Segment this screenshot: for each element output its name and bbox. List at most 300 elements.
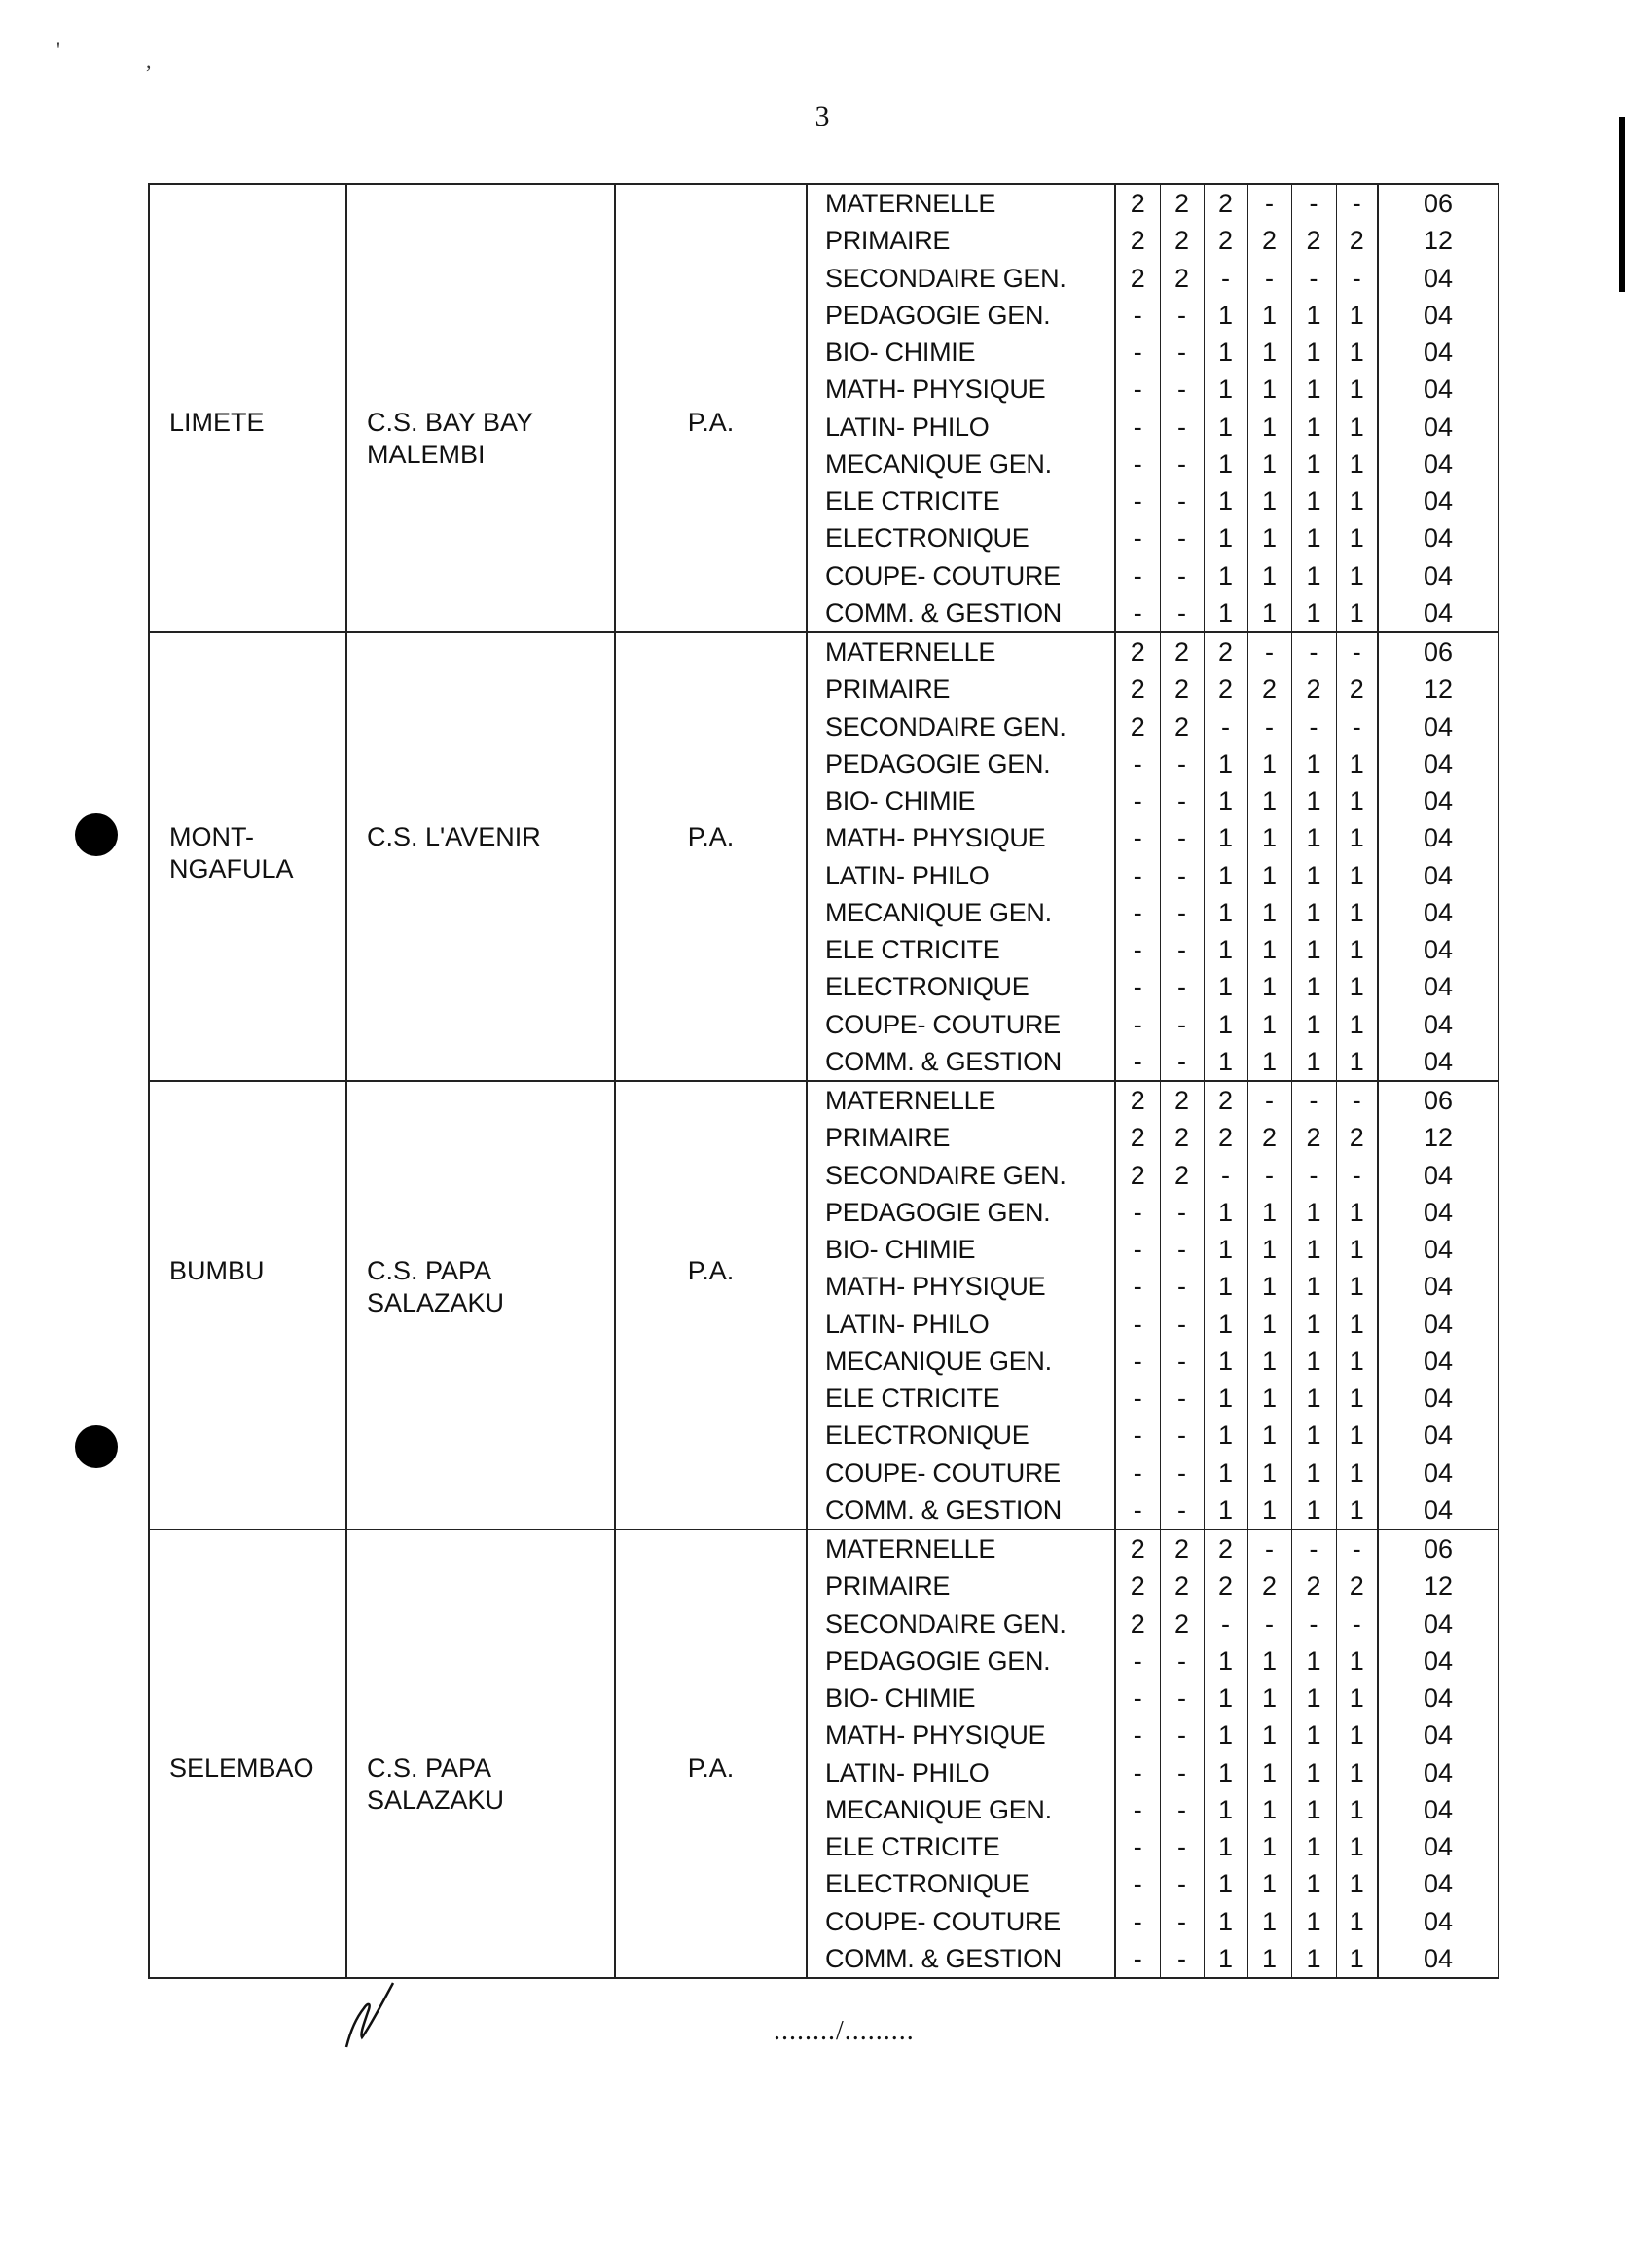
level-value: -: [1177, 1197, 1186, 1227]
option-label: MATH- PHYSIQUE: [825, 375, 1046, 405]
level-value: -: [1177, 1235, 1186, 1264]
continuation-dots: ......../.........: [774, 2016, 915, 2046]
level-value: 1: [1261, 597, 1278, 628]
total-value: 04: [1423, 338, 1454, 367]
level-value: 1: [1217, 860, 1234, 890]
level-value: 1: [1349, 1645, 1364, 1675]
level-value: 1: [1306, 1346, 1321, 1376]
level-value: -: [1352, 1608, 1361, 1638]
level-value: 1: [1349, 1458, 1364, 1488]
level-value: 2: [1217, 1534, 1234, 1564]
level-column-2: [1160, 184, 1204, 632]
level-value: 1: [1217, 1197, 1234, 1227]
level-value: 1: [1261, 1757, 1278, 1787]
total-value: 04: [1423, 1608, 1454, 1638]
level-value: 1: [1306, 823, 1321, 853]
total-value: 06: [1423, 637, 1454, 666]
option-label: ELECTRONIQUE: [825, 1421, 1029, 1451]
school-cell: [346, 1081, 615, 1530]
regime-label: P.A.: [687, 408, 735, 437]
level-column-6: [1336, 632, 1378, 1081]
level-value: 1: [1349, 1235, 1364, 1264]
level-value: -: [1265, 1160, 1274, 1190]
commune-cell-line: NGAFULA: [169, 854, 294, 883]
option-label: PEDAGOGIE GEN.: [825, 300, 1051, 330]
level-value: -: [1309, 1534, 1318, 1564]
level-value: 1: [1349, 1421, 1364, 1451]
level-value: 1: [1261, 1794, 1278, 1824]
total-value: 04: [1423, 597, 1454, 628]
level-value: 1: [1306, 935, 1321, 964]
option-label: BIO- CHIMIE: [825, 1683, 976, 1712]
level-column-6: [1336, 1530, 1378, 1978]
level-value: 1: [1217, 748, 1234, 778]
level-value: 1: [1217, 486, 1234, 516]
option-label: PEDAGOGIE GEN.: [825, 1197, 1051, 1227]
total-value: 12: [1423, 226, 1454, 256]
total-value: 04: [1423, 1720, 1454, 1750]
level-value: -: [1265, 1534, 1274, 1564]
scan-mark: ': [56, 37, 60, 61]
level-value: 1: [1306, 1384, 1321, 1413]
punch-hole: [75, 813, 118, 856]
commune-cell: [149, 184, 346, 632]
total-value: 04: [1423, 1683, 1454, 1712]
level-column-1: [1115, 1530, 1160, 1978]
total-value: 04: [1423, 1309, 1454, 1339]
level-value: 1: [1217, 1869, 1234, 1899]
total-value: 04: [1423, 972, 1454, 1002]
option-label: ELE CTRICITE: [825, 935, 1000, 964]
commune-cell: [149, 632, 346, 1081]
option-label: SECONDAIRE GEN.: [825, 1160, 1066, 1190]
level-value: 1: [1349, 1197, 1364, 1227]
level-value: 1: [1306, 1720, 1321, 1750]
total-value: 04: [1423, 1197, 1454, 1227]
level-value: 2: [1217, 637, 1234, 666]
level-value: 1: [1306, 1272, 1321, 1302]
level-value: -: [1133, 1645, 1142, 1675]
level-value: 2: [1130, 1608, 1145, 1638]
level-value: 1: [1217, 823, 1234, 853]
level-value: 2: [1174, 637, 1190, 666]
total-value: 04: [1423, 1494, 1454, 1525]
level-value: -: [1221, 1608, 1230, 1638]
signature-mark: [339, 1973, 407, 2051]
level-value: -: [1133, 1458, 1142, 1488]
level-value: 1: [1349, 1346, 1364, 1376]
level-value: 1: [1306, 449, 1321, 479]
option-label: COMM. & GESTION: [825, 1046, 1063, 1076]
level-value: 1: [1349, 1494, 1364, 1525]
option-label: MATERNELLE: [825, 189, 996, 218]
level-value: 1: [1349, 1009, 1364, 1039]
punch-hole: [75, 1425, 118, 1468]
level-value: 1: [1217, 1720, 1234, 1750]
level-value: -: [1352, 711, 1361, 741]
level-value: 2: [1217, 1123, 1234, 1153]
level-value: 2: [1174, 226, 1190, 256]
total-value: 12: [1423, 1571, 1454, 1602]
level-value: -: [1309, 637, 1318, 666]
level-value: 1: [1349, 897, 1364, 927]
total-value: 06: [1423, 189, 1454, 218]
level-value: 1: [1349, 1384, 1364, 1413]
total-column: [1378, 1081, 1499, 1530]
regime-label: P.A.: [687, 822, 735, 851]
regime-cell: [615, 632, 807, 1081]
school-cell: [346, 632, 615, 1081]
level-value: 1: [1261, 823, 1278, 853]
level-value: -: [1177, 1009, 1186, 1039]
option-label: PEDAGOGIE GEN.: [825, 1645, 1051, 1675]
option-label: MATERNELLE: [825, 1086, 996, 1115]
level-value: -: [1133, 1869, 1142, 1899]
level-value: 1: [1261, 1494, 1278, 1525]
level-value: 1: [1217, 338, 1234, 367]
level-value: -: [1133, 597, 1142, 628]
level-value: -: [1133, 523, 1142, 554]
level-value: -: [1177, 1720, 1186, 1750]
level-value: -: [1177, 1943, 1186, 1973]
level-value: 1: [1349, 1869, 1364, 1899]
level-value: -: [1221, 711, 1230, 741]
level-value: 1: [1261, 560, 1278, 591]
level-value: 1: [1349, 1906, 1364, 1936]
option-label: LATIN- PHILO: [825, 1309, 990, 1339]
level-value: 2: [1217, 189, 1234, 218]
level-value: 2: [1130, 263, 1145, 293]
level-column-5: [1291, 632, 1336, 1081]
level-value: -: [1133, 823, 1142, 853]
level-column-6: [1336, 184, 1378, 632]
level-value: 2: [1130, 1123, 1145, 1153]
level-value: -: [1177, 1346, 1186, 1376]
level-value: 1: [1261, 523, 1278, 554]
level-value: 1: [1261, 897, 1278, 927]
level-value: -: [1133, 972, 1142, 1002]
level-value: 1: [1306, 972, 1321, 1002]
level-value: 1: [1306, 1309, 1321, 1339]
level-value: 1: [1261, 449, 1278, 479]
level-value: -: [1133, 748, 1142, 778]
level-value: -: [1133, 1683, 1142, 1712]
total-column: [1378, 632, 1499, 1081]
option-label: COMM. & GESTION: [825, 1943, 1063, 1973]
school-cell: [346, 1530, 615, 1978]
level-value: 1: [1306, 375, 1321, 405]
level-value: 2: [1306, 674, 1321, 704]
regime-label: P.A.: [687, 1256, 735, 1285]
level-value: -: [1352, 1534, 1361, 1564]
option-label: ELE CTRICITE: [825, 486, 1000, 516]
level-value: 2: [1174, 1123, 1190, 1153]
level-value: 1: [1306, 1458, 1321, 1488]
level-column-1: [1115, 632, 1160, 1081]
level-value: -: [1177, 1645, 1186, 1675]
level-value: 1: [1349, 1309, 1364, 1339]
level-value: 1: [1217, 1384, 1234, 1413]
school-cell-line: SALAZAKU: [367, 1288, 505, 1317]
level-column-5: [1291, 184, 1336, 632]
level-value: 1: [1306, 412, 1321, 442]
level-value: -: [1177, 1832, 1186, 1861]
option-label: MATH- PHYSIQUE: [825, 1720, 1046, 1750]
level-value: 1: [1306, 523, 1321, 554]
level-value: 2: [1130, 1086, 1145, 1115]
level-value: 2: [1130, 1160, 1145, 1190]
level-value: 1: [1217, 1943, 1234, 1973]
level-value: -: [1309, 1160, 1318, 1190]
level-value: 1: [1349, 338, 1364, 367]
total-column: [1378, 184, 1499, 632]
commune-cell: [149, 1530, 346, 1978]
level-value: -: [1177, 748, 1186, 778]
level-value: -: [1177, 1869, 1186, 1899]
level-column-2: [1160, 1530, 1204, 1978]
level-value: 1: [1306, 1197, 1321, 1227]
option-label: MATH- PHYSIQUE: [825, 823, 1046, 853]
level-value: -: [1133, 1346, 1142, 1376]
level-value: 2: [1174, 1086, 1190, 1115]
level-value: -: [1177, 1384, 1186, 1413]
level-value: 2: [1174, 263, 1190, 293]
option-label: MECANIQUE GEN.: [825, 1794, 1052, 1824]
level-value: -: [1177, 1421, 1186, 1451]
commune-cell-line: MONT-: [169, 822, 254, 851]
level-value: 1: [1261, 375, 1278, 405]
level-value: 1: [1349, 860, 1364, 890]
total-value: 04: [1423, 1943, 1454, 1973]
total-value: 04: [1423, 1235, 1454, 1264]
option-label: BIO- CHIMIE: [825, 786, 976, 815]
level-value: 1: [1261, 935, 1278, 964]
level-value: 2: [1130, 189, 1145, 218]
option-label: MATH- PHYSIQUE: [825, 1272, 1046, 1302]
level-column-3: [1204, 1530, 1247, 1978]
level-column-6: [1336, 1081, 1378, 1530]
level-value: 1: [1217, 597, 1234, 628]
level-value: 2: [1130, 1534, 1145, 1564]
level-value: 2: [1261, 1123, 1278, 1153]
level-value: -: [1133, 338, 1142, 367]
level-value: 1: [1349, 523, 1364, 554]
total-value: 04: [1423, 1272, 1454, 1302]
level-value: 1: [1306, 1794, 1321, 1824]
total-value: 04: [1423, 935, 1454, 964]
level-value: 1: [1261, 338, 1278, 367]
level-value: 1: [1306, 1494, 1321, 1525]
option-label: LATIN- PHILO: [825, 1757, 990, 1787]
level-value: 1: [1261, 1309, 1278, 1339]
options-cell: [807, 1081, 1115, 1530]
option-label: PRIMAIRE: [825, 674, 951, 704]
level-value: 1: [1261, 1458, 1278, 1488]
level-column-5: [1291, 1081, 1336, 1530]
level-value: 2: [1130, 226, 1145, 256]
level-value: 1: [1217, 1645, 1234, 1675]
level-value: 1: [1217, 1272, 1234, 1302]
level-value: -: [1133, 1794, 1142, 1824]
level-value: 1: [1261, 1645, 1278, 1675]
school-block: [149, 184, 1499, 632]
level-value: 2: [1306, 1571, 1321, 1602]
level-value: -: [1177, 1046, 1186, 1076]
level-value: -: [1177, 1458, 1186, 1488]
option-label: ELE CTRICITE: [825, 1832, 1000, 1861]
level-value: 1: [1217, 1494, 1234, 1525]
level-value: -: [1133, 412, 1142, 442]
level-value: -: [1177, 523, 1186, 554]
level-value: -: [1177, 375, 1186, 405]
total-value: 04: [1423, 1046, 1454, 1076]
level-value: -: [1177, 935, 1186, 964]
option-label: SECONDAIRE GEN.: [825, 1608, 1066, 1638]
level-value: 1: [1261, 972, 1278, 1002]
school-cell-line: MALEMBI: [367, 440, 486, 469]
level-value: 1: [1306, 1757, 1321, 1787]
option-label: PRIMAIRE: [825, 1571, 951, 1602]
option-label: ELECTRONIQUE: [825, 972, 1029, 1002]
total-value: 04: [1423, 897, 1454, 927]
level-value: 2: [1130, 637, 1145, 666]
option-label: ELECTRONIQUE: [825, 1869, 1029, 1899]
total-value: 04: [1423, 449, 1454, 479]
level-value: 1: [1261, 1832, 1278, 1861]
option-label: COUPE- COUTURE: [825, 1458, 1061, 1488]
level-value: 1: [1349, 1832, 1364, 1861]
total-value: 04: [1423, 1384, 1454, 1413]
level-value: 1: [1306, 897, 1321, 927]
level-value: 2: [1261, 674, 1278, 704]
level-value: 1: [1217, 1309, 1234, 1339]
level-value: 1: [1217, 560, 1234, 591]
level-value: 2: [1130, 674, 1145, 704]
level-value: 1: [1306, 300, 1321, 330]
level-value: 1: [1261, 1384, 1278, 1413]
option-label: COUPE- COUTURE: [825, 1009, 1061, 1039]
total-value: 12: [1423, 1123, 1454, 1153]
level-value: 1: [1261, 1346, 1278, 1376]
regime-cell: [615, 184, 807, 632]
level-value: -: [1265, 637, 1274, 666]
level-value: -: [1221, 1160, 1230, 1190]
total-value: 06: [1423, 1086, 1454, 1115]
level-value: -: [1133, 1272, 1142, 1302]
commune-cell: [149, 1081, 346, 1530]
level-value: 1: [1217, 1757, 1234, 1787]
level-value: 1: [1217, 449, 1234, 479]
level-value: 1: [1349, 300, 1364, 330]
level-value: 1: [1217, 1235, 1234, 1264]
level-value: 2: [1174, 674, 1190, 704]
level-column-3: [1204, 184, 1247, 632]
level-value: 2: [1306, 226, 1321, 256]
level-value: -: [1177, 1906, 1186, 1936]
level-column-3: [1204, 632, 1247, 1081]
school-block: [149, 1530, 1499, 1978]
level-value: 2: [1174, 189, 1190, 218]
level-value: 1: [1349, 786, 1364, 815]
option-label: SECONDAIRE GEN.: [825, 263, 1066, 293]
level-value: -: [1265, 711, 1274, 741]
level-value: 1: [1217, 1009, 1234, 1039]
total-value: 04: [1423, 1757, 1454, 1787]
level-value: 1: [1261, 1235, 1278, 1264]
level-value: 1: [1349, 1683, 1364, 1712]
level-value: -: [1352, 1160, 1361, 1190]
option-label: COMM. & GESTION: [825, 597, 1063, 628]
level-value: 1: [1306, 597, 1321, 628]
level-value: -: [1177, 1272, 1186, 1302]
level-value: 1: [1261, 1197, 1278, 1227]
level-value: 1: [1261, 860, 1278, 890]
level-value: 1: [1306, 748, 1321, 778]
level-value: -: [1309, 1608, 1318, 1638]
level-value: 1: [1349, 1794, 1364, 1824]
level-value: 2: [1349, 1123, 1364, 1153]
level-value: 1: [1261, 1421, 1278, 1451]
level-value: 1: [1217, 375, 1234, 405]
level-value: 1: [1349, 1272, 1364, 1302]
level-value: -: [1177, 486, 1186, 516]
level-value: -: [1265, 1608, 1274, 1638]
options-cell: [807, 184, 1115, 632]
total-value: 04: [1423, 375, 1454, 405]
level-value: 1: [1349, 935, 1364, 964]
level-value: 1: [1349, 972, 1364, 1002]
total-value: 04: [1423, 860, 1454, 890]
level-value: 2: [1349, 674, 1364, 704]
level-value: 1: [1261, 786, 1278, 815]
level-value: 1: [1349, 449, 1364, 479]
level-value: -: [1133, 1046, 1142, 1076]
level-value: -: [1177, 1309, 1186, 1339]
option-label: MATERNELLE: [825, 1534, 996, 1564]
total-value: 04: [1423, 1160, 1454, 1190]
level-value: 1: [1349, 1046, 1364, 1076]
level-value: 1: [1261, 1272, 1278, 1302]
option-label: MECANIQUE GEN.: [825, 1346, 1052, 1376]
level-value: 2: [1349, 1571, 1364, 1602]
level-value: 2: [1217, 674, 1234, 704]
level-value: -: [1177, 1757, 1186, 1787]
option-label: MECANIQUE GEN.: [825, 897, 1052, 927]
school-block: [149, 632, 1499, 1081]
school-options-table: [148, 183, 1499, 1979]
school-cell-line: C.S. PAPA: [367, 1753, 492, 1782]
option-label: LATIN- PHILO: [825, 412, 990, 442]
level-value: -: [1177, 972, 1186, 1002]
level-value: -: [1133, 1197, 1142, 1227]
level-value: 1: [1261, 1720, 1278, 1750]
level-value: 1: [1306, 560, 1321, 591]
level-value: -: [1133, 786, 1142, 815]
level-value: 1: [1217, 1906, 1234, 1936]
level-value: -: [1133, 897, 1142, 927]
level-value: -: [1352, 263, 1361, 293]
total-value: 04: [1423, 523, 1454, 554]
level-value: -: [1133, 1009, 1142, 1039]
total-value: 04: [1423, 1009, 1454, 1039]
level-value: 1: [1261, 748, 1278, 778]
option-label: PRIMAIRE: [825, 226, 951, 256]
total-value: 04: [1423, 486, 1454, 516]
option-label: MATERNELLE: [825, 637, 996, 666]
level-value: 1: [1217, 935, 1234, 964]
scan-mark: ,: [146, 49, 152, 73]
level-value: 1: [1217, 786, 1234, 815]
